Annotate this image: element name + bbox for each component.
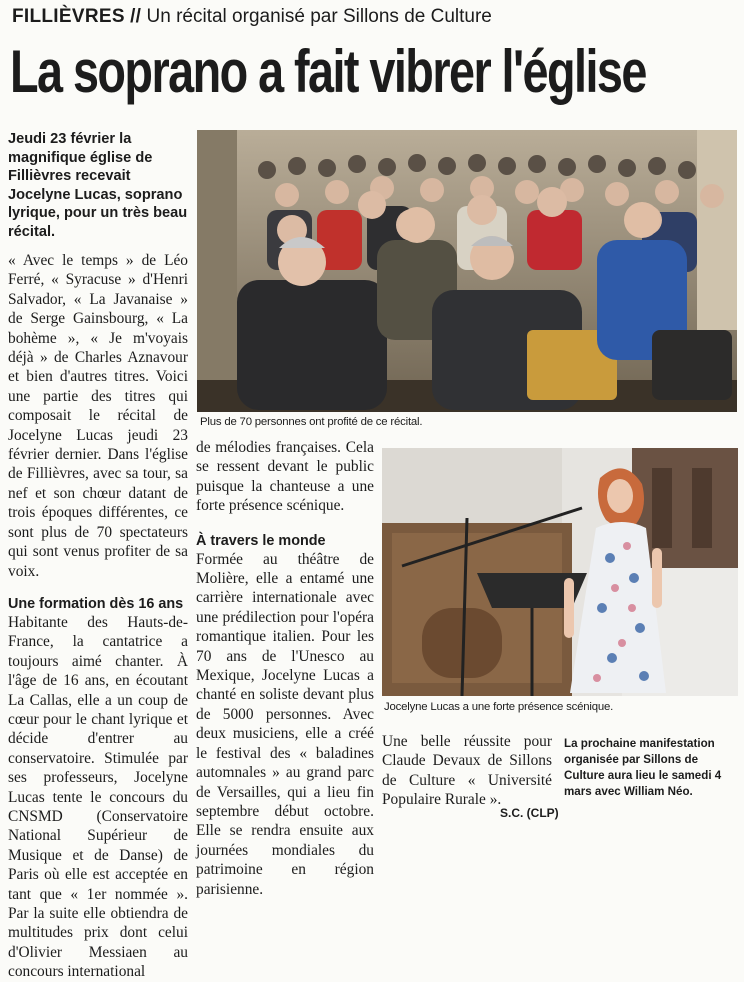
subhead-formation: Une formation dès 16 ans [8, 595, 184, 612]
column-2-body: de mélodies françaises. Cela se ressent devant le public puisque la chanteuse a une forte présence scénique. [196, 439, 374, 515]
column-1-body: « Avec le temps » de Léo Ferré, « Syracuse » d'Henri Salvador, « La Javanaise » de Serge Gainsbourg, « La bohème », « Je m'voyais déjà » de Charles Aznavour et bien d'autres titres. Voici une partie des titres qui composait le récital de Jocelyne Lucas jeudi 23 février dernier. Dans l'église de Fillièvres, avec sa tour, sa nef et son chœur datant de trois époques différentes, ce sont plus de 70 spectateurs qui sont venus profiter de sa voix. [8, 252, 188, 580]
audience-photo [197, 130, 737, 412]
headline: La soprano a fait vibrer l'église [10, 38, 646, 105]
column-1-body-2: Habitante des Hauts-de-France, la cantatrice a toujours aimé chanter. À l'âge de 16 ans, en écoutant La Callas, elle a un coup de cœur pour le chant lyrique et décide d'entrer au conservatoire. Stimulée par ses professeurs, Jocelyne Lucas tente le concours du CNSMD (Conservatoire National Supérieur de Musique et de Danse) de Paris où elle est acceptée en tant que « 1er nommée ». Par la suite elle obtiendra de multitudes prix dont celui d'Olivier Messiaen au concours international [8, 613, 188, 981]
column-3-body: Une belle réussite pour Claude Devaux de Sillons de Culture « Université Populaire Rurale ». [382, 733, 552, 809]
singer-illustration [382, 448, 738, 696]
kicker-separator: // [130, 6, 142, 27]
column-3 [382, 732, 552, 810]
audience-photo-caption: Plus de 70 personnes ont profité de ce récital. [200, 416, 423, 428]
singer-photo-caption: Jocelyne Lucas a une forte présence scénique. [384, 701, 614, 713]
audience-illustration [197, 130, 737, 412]
column-2-body-2: Formée au théâtre de Molière, elle a entamé une carrière internationale avec une prédilection pour l'opéra romantique italien. Pour les 70 ans de l'Unesco au Mexique, Jocelyne Lucas a chanté en soliste devant plus de 5000 personnes. Avec deux musiciens, elle a créé le festival des « baladines automnales » au grand parc de Versailles, qui a lieu fin septembre début octobre. Elle se rendra ensuite aux journées mondiales du patrimoine en région parisienne. [196, 550, 374, 898]
location-label: FILLIÈVRES [12, 6, 125, 27]
column-1 [8, 130, 188, 982]
kicker-subtitle: Un récital organisé par Sillons de Culture [146, 6, 492, 27]
column-2 [196, 438, 374, 899]
lead-paragraph: Jeudi 23 février la magnifique église de Fillièvres recevait Jocelyne Lucas, soprano lyrique, pour un très beau récital. [8, 131, 188, 240]
subhead-monde: À travers le monde [196, 532, 326, 549]
signature: S.C. (CLP) [500, 806, 559, 820]
kicker [12, 6, 492, 28]
next-event-note: La prochaine manifestation organisée par Sillons de Culture aura lieu le samedi 4 mars avec William Néo. [564, 737, 722, 798]
singer-photo [382, 448, 738, 696]
